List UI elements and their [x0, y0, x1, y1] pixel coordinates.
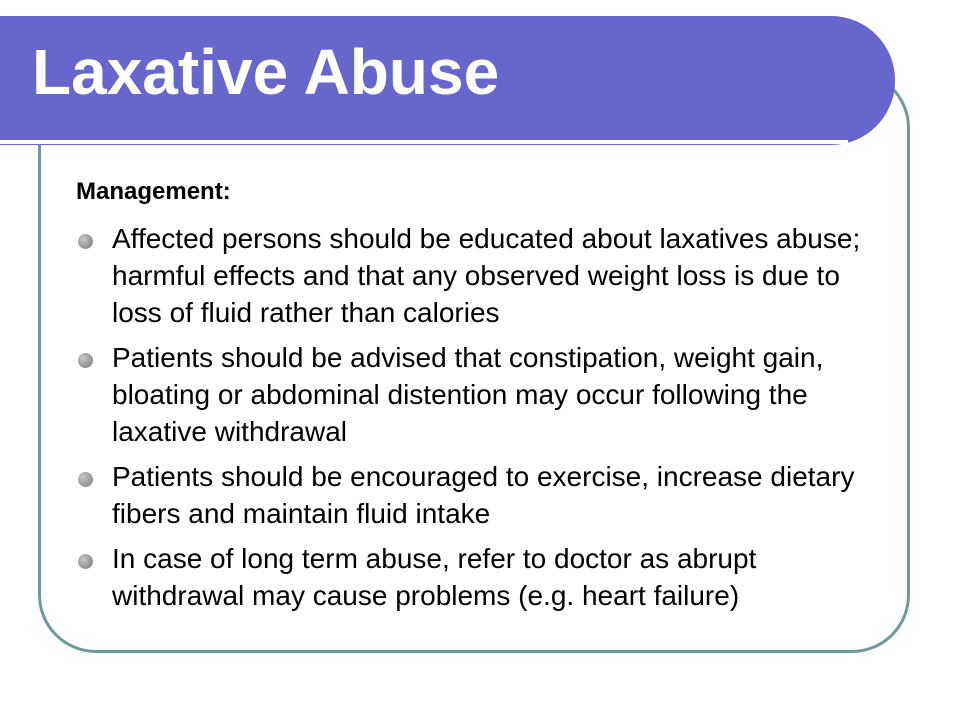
bullet-icon [78, 353, 93, 368]
list-item [76, 220, 876, 331]
bullet-text: Affected persons should be educated about laxatives abuse; harmful effects and that any observed weight loss is due to loss of fluid rather than calories [112, 223, 861, 328]
list-item [76, 540, 876, 614]
bullet-list [76, 220, 876, 614]
title-underline [0, 140, 848, 144]
section-subheading: Management: [76, 178, 231, 205]
list-item [76, 339, 876, 450]
bullet-text: Patients should be encouraged to exercise, increase dietary fibers and maintain fluid intake [112, 461, 855, 529]
list-item [76, 458, 876, 532]
bullet-text: Patients should be advised that constipation, weight gain, bloating or abdominal distention may occur following the laxative withdrawal [112, 342, 824, 447]
bullet-icon [78, 234, 93, 249]
slide-body [76, 172, 876, 622]
bullet-icon [78, 472, 93, 487]
slide-title: Laxative Abuse [32, 36, 500, 108]
bullet-text: In case of long term abuse, refer to doctor as abrupt withdrawal may cause problems (e.g. heart failure) [112, 543, 757, 611]
bullet-icon [78, 554, 93, 569]
